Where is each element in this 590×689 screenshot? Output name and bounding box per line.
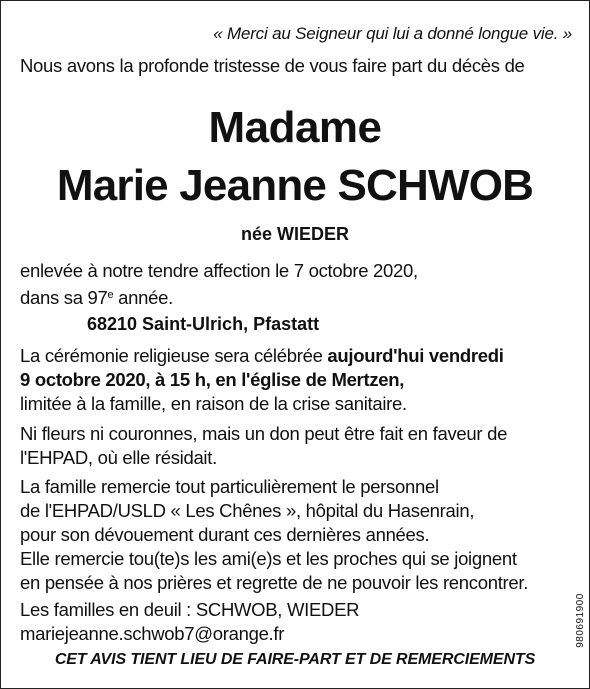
residence-location: 68210 Saint-Ulrich, Pfastatt (87, 314, 320, 334)
thanks-line-1: La famille remercie tout particulièrement le personnel (20, 476, 439, 497)
reference-number: 980691900 (575, 593, 587, 648)
thanks-line-3: pour son dévouement durant ces dernières années. (20, 524, 430, 545)
bible-quote: « Merci au Seigneur qui lui a donné longue vie. » (213, 24, 572, 43)
flowers-paragraph (20, 422, 507, 470)
maiden-name: née WIEDER (240, 224, 350, 244)
families-line: Les familles en deuil : SCHWOB, WIEDER (20, 599, 360, 620)
thanks-line-4: Elle remercie tou(te)s les ami(e)s et les proches qui se joignent (20, 548, 517, 569)
honorific-title: Madame (208, 103, 382, 152)
death-paragraph (20, 259, 418, 310)
ceremony-line-3: limitée à la famille, en raison de la crise sanitaire. (20, 393, 407, 414)
email-address: mariejeanne.schwob7@orange.fr (20, 623, 285, 644)
thanks-line-2: de l'EHPAD/USLD « Les Chênes », hôpital du Hasenrain, (20, 500, 475, 521)
flowers-line-1: Ni fleurs ni couronnes, mais un don peut être fait en faveur de (20, 423, 508, 444)
ceremony-paragraph (20, 344, 504, 416)
intro-text: Nous avons la profonde tristesse de vous faire part du décès de (20, 55, 525, 76)
footer-notice: CET AVIS TIENT LIEU DE FAIRE-PART ET DE REMERCIEMENTS (54, 651, 536, 668)
ceremony-line-2: 9 octobre 2020, à 15 h, en l'église de Mertzen, (20, 369, 405, 390)
flowers-line-2: l'EHPAD, où elle résidait. (20, 447, 217, 468)
deceased-name: Marie Jeanne SCHWOB (56, 161, 534, 210)
death-line-2: dans sa 97e année. (20, 287, 173, 308)
death-line-1: enlevée à notre tendre affection le 7 octobre 2020, (20, 260, 418, 281)
thanks-paragraph (20, 475, 528, 595)
ceremony-line-1: La cérémonie religieuse sera célébrée aujourd'hui vendredi (20, 345, 504, 366)
thanks-line-5: en pensée à nos prières et regrette de ne pouvoir les rencontrer. (20, 572, 529, 593)
contact-paragraph (20, 598, 359, 646)
